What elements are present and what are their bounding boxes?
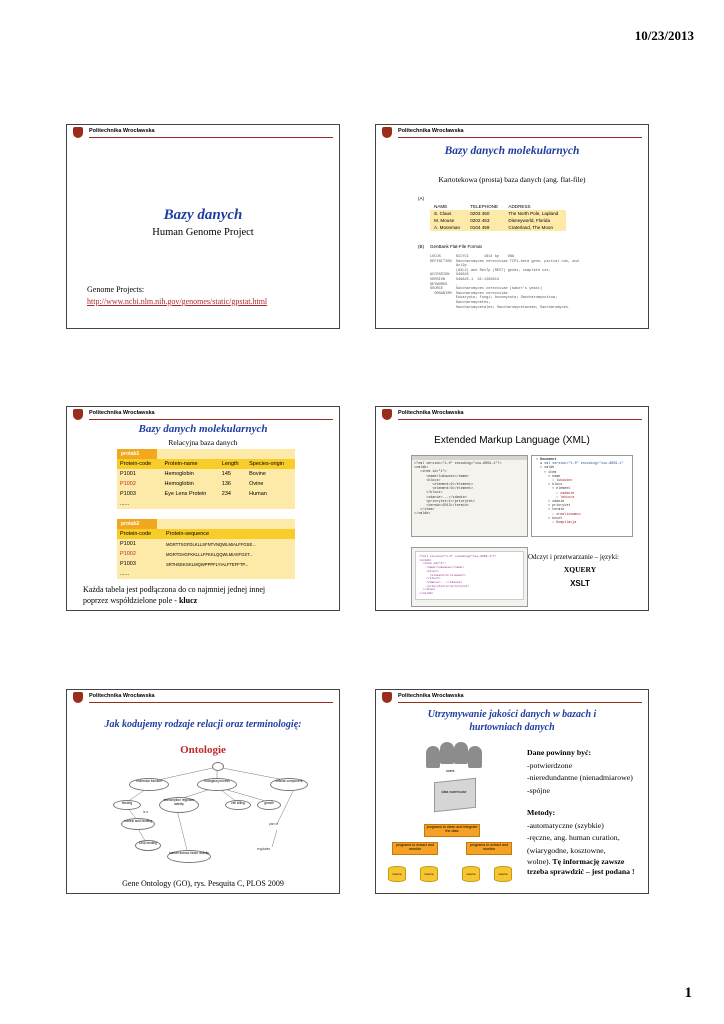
user-icon <box>468 746 482 768</box>
user-icon <box>440 742 454 764</box>
xml-line: <element>3</element> <box>414 487 474 492</box>
genbank-line: KEYWORDS . <box>430 282 459 287</box>
slide-title: Jak kodujemy rodzaje relacji oraz terminologię: <box>104 719 302 730</box>
table-cell: ...... <box>117 499 161 509</box>
table-row <box>117 489 295 499</box>
user-icon <box>454 742 468 764</box>
table-cell: Ovine <box>246 479 295 489</box>
xml-line: <termin>2013</termin> <box>414 504 469 509</box>
tree-item: ● xml version="1.0" encoding="iso-8859-1" <box>540 462 624 467</box>
warehouse-box <box>434 778 476 812</box>
table-row <box>117 539 295 549</box>
tree-item: ▾ name <box>548 474 561 479</box>
tree-item: ▾ Document <box>536 458 557 462</box>
extract-monitor-box: programs to extract and monitor <box>392 842 438 855</box>
user-icon <box>426 746 440 768</box>
tree-item: ○ zadanie <box>556 491 575 496</box>
tree-item: ▾ element <box>552 487 571 492</box>
users-label: users <box>446 769 455 773</box>
header-rule <box>398 137 642 138</box>
xml-line: <priorytet>1</priorytet> <box>414 499 476 504</box>
table-cell: Disneyworld, Florida <box>504 217 566 224</box>
title-line: Utrzymywanie jakości danych w bazach i <box>427 709 597 720</box>
warehouse-label: data warehouse <box>441 790 467 794</box>
table-label: protab2 <box>117 519 157 529</box>
slide-title: Bazy danych molekularnych <box>444 145 580 157</box>
slide-header <box>376 407 648 423</box>
column-header: Protein-code <box>117 459 161 469</box>
protab1-table <box>117 459 295 509</box>
ontology-node: nucleic acid binding <box>121 818 155 830</box>
xml-line: <element>2</element> <box>419 573 466 577</box>
xml-line: <?xml version="1.0" encoding="iso-8859-1"?> <box>419 555 497 558</box>
method-item: -automatyczne (szybkie) <box>527 820 604 830</box>
source-database-icon: source <box>494 866 512 882</box>
table-cell: 0203 450 <box>466 210 504 217</box>
university-label: Politechnika Wrocławska <box>398 410 464 416</box>
table-cell: Hemoglobin <box>161 469 218 479</box>
table-row <box>117 569 295 579</box>
requirement-item: -spójne <box>527 785 550 795</box>
table-cell: 145 <box>219 469 246 479</box>
column-header: ADDRESS <box>504 203 566 210</box>
methods-heading: Metody: <box>527 808 556 817</box>
table-header-row <box>117 529 295 539</box>
xml-line: <?xml version="1.0" encoding="iso-8859-1"?> <box>414 462 502 466</box>
table-row <box>430 210 566 217</box>
genbank-line: Eukaryota; Fungi; Ascomycota; Saccharomycotina; <box>430 296 558 301</box>
genome-projects-label: Genome Projects: <box>87 285 145 294</box>
extract-monitor-box: programs to extract and monitor <box>466 842 512 855</box>
table-cell: P1002 <box>117 549 163 559</box>
ontology-node: human tumour factor activity <box>167 850 211 863</box>
footer-line: poprzez współdzielone pole - klucz <box>83 596 198 605</box>
ontology-node: binding <box>113 800 141 810</box>
table-label: protab1 <box>117 449 157 459</box>
genbank-title: GenBank Flat-File Format <box>430 244 482 249</box>
table-cell: Eye Lens Protein <box>161 489 218 499</box>
university-logo-icon <box>73 127 83 138</box>
slide-subtitle: Relacyjna baza danych <box>168 438 238 447</box>
ontology-node: molecular function <box>129 778 169 791</box>
table-cell: 0202 453 <box>466 217 504 224</box>
table-cell: P1002 <box>117 479 161 489</box>
slide-5 <box>66 689 340 894</box>
university-logo-icon <box>382 692 392 703</box>
ontology-node: transcription regulator activity <box>159 797 199 813</box>
xml-line: </xmldb> <box>414 512 431 517</box>
column-header: NAME <box>430 203 466 210</box>
table-row <box>430 224 566 231</box>
table-cell: S. Claus <box>430 210 466 217</box>
table-cell <box>246 499 295 509</box>
column-header: Protein-code <box>117 529 163 539</box>
university-label: Politechnika Wrocławska <box>398 128 464 134</box>
source-database-icon: source <box>388 866 406 882</box>
slide-title: Bazy danych molekularnych <box>138 423 268 435</box>
slide-subtitle: Human Genome Project <box>152 227 254 238</box>
figure-caption: Gene Ontology (GO), rys. Pesquita C, PLOS 2009 <box>122 879 284 888</box>
table-cell: Hemoglobin <box>161 479 218 489</box>
genbank-line: DEFINITION Saccharomyces cerevisiae TCP1-beta gene, partial cds, and <box>430 259 579 264</box>
title-line: hurtowniach danych <box>469 722 555 733</box>
table-cell: Bovine <box>246 469 295 479</box>
xml-line: <priorytet>1</priorytet> <box>419 584 470 588</box>
tree-item: ○ zrealizowano <box>552 512 581 517</box>
tree-item: ▾ item <box>544 470 557 475</box>
slide-1 <box>66 124 340 329</box>
ontology-node: DNA binding <box>135 840 161 851</box>
processing-languages-label: Odczyt i przetwarzanie – języki: <box>528 553 619 561</box>
university-label: Politechnika Wrocławska <box>398 693 464 699</box>
flat-file-table <box>430 203 566 231</box>
source-database-icon: source <box>462 866 480 882</box>
header-rule <box>89 137 333 138</box>
ontology-node: cellular component <box>270 778 308 791</box>
relation-label: regulates <box>257 847 271 851</box>
requirements-heading: Dane powinny być: <box>527 748 592 757</box>
tree-item: ▾ zdanie <box>548 500 565 505</box>
slide-header <box>67 125 339 141</box>
slide-subtitle: Kartotekowa (prosta) baza danych (ang. flat-file) <box>438 175 586 184</box>
xml-line: </xmldb> <box>419 592 434 596</box>
table-row <box>117 559 295 569</box>
table-cell: P1001 <box>117 539 163 549</box>
table-cell: MGRTTSGFDLKLLSFNTVNQWLMIALFFGSE... <box>163 539 295 549</box>
table-cell: Human <box>246 489 295 499</box>
print-date: 10/23/2013 <box>634 28 694 43</box>
slide-title <box>376 708 648 734</box>
xml-line: <element>2</element> <box>414 483 474 488</box>
university-logo-icon <box>73 409 83 420</box>
table-cell: 136 <box>219 479 246 489</box>
source-database-icon: source <box>420 866 438 882</box>
table-cell: P1003 <box>117 559 163 569</box>
xml-line: <name>lukowiec</name> <box>419 566 465 570</box>
table-cell: 234 <box>219 489 246 499</box>
header-rule <box>398 419 642 420</box>
slide-header <box>67 407 339 423</box>
clean-integrate-box: programs to clean and integrate the data <box>424 824 480 837</box>
genbank-line: VERSION U49845.1 GI:1293613 <box>430 277 500 282</box>
slide-2 <box>375 124 649 329</box>
slide-header <box>376 125 648 141</box>
ontology-node: biological process <box>197 778 237 791</box>
method-item: wolne). Tę informację zawsze trzeba sprawdzić – jest podana ! <box>527 857 635 876</box>
xml-source-screenshot <box>411 455 528 537</box>
genbank-line: ORGANISM Saccharomyces cerevisiae <box>430 291 508 296</box>
label-b: (B) <box>418 244 424 249</box>
xml-line: <klucz> <box>419 569 439 573</box>
genbank-line: SOURCE Saccharomyces cerevisiae (baker's yeast) <box>430 287 543 292</box>
ontology-root-node <box>212 762 224 771</box>
table-cell: MGRTGHGFKKLLLFFKKLQQWLMIAIIFGST... <box>163 549 295 559</box>
table-row <box>117 499 295 509</box>
genome-projects-link[interactable]: http://www.ncbi.nlm.nih.gov/genomes/static/gpstat.html <box>87 297 268 306</box>
header-rule <box>89 702 333 703</box>
university-label: Politechnika Wrocławska <box>89 410 155 416</box>
column-header: Length <box>219 459 246 469</box>
ontology-graph <box>107 762 307 862</box>
genbank-record <box>430 255 579 310</box>
column-header: Species-origin <box>246 459 295 469</box>
xml-line: <item id="1"> <box>419 562 447 566</box>
label-a: (A) <box>418 196 424 201</box>
table-cell: P1001 <box>117 469 161 479</box>
slide-subtitle: Ontologie <box>180 744 226 756</box>
tree-item: ○ lukowiec <box>552 479 573 484</box>
tree-item: ○ lektura <box>556 495 575 500</box>
tree-item: ▾ priorytet <box>548 504 571 509</box>
xml-line: <zdanie>...</zdanie> <box>414 495 467 500</box>
relation-label: is a <box>143 810 148 814</box>
xml-tree-screenshot <box>531 455 633 537</box>
warning-text: Tę informację zawsze trzeba sprawdzić – jest podana ! <box>527 857 635 876</box>
protab2-table <box>117 529 295 579</box>
xml-editor-screenshot <box>411 547 528 607</box>
genbank-line: LOCUS SCCYC1 1614 bp DNA <box>430 255 515 259</box>
protab2 <box>117 519 295 579</box>
language-xslt: XSLT <box>570 579 590 588</box>
table-row <box>430 217 566 224</box>
slide-6 <box>375 689 649 894</box>
table-cell <box>163 569 295 579</box>
requirement-item: -potwierdzone <box>527 760 573 770</box>
table-cell: ...... <box>117 569 163 579</box>
slide-footer <box>83 584 265 606</box>
column-header: Protein-name <box>161 459 218 469</box>
warehouse-diagram <box>380 742 522 892</box>
genbank-line: (AXL2) and Rev7p (REV7) genes, complete cds. <box>430 268 551 273</box>
requirement-item: -nieredundantne (nienadmiarowe) <box>527 773 633 782</box>
table-row <box>117 479 295 489</box>
header-rule <box>89 419 333 420</box>
language-xquery: XQUERY <box>563 565 597 574</box>
xml-line: </klucz> <box>419 577 441 581</box>
page-number: 1 <box>684 985 692 1001</box>
slide-header <box>376 690 648 706</box>
xml-line: <xmldb> <box>414 466 429 471</box>
genbank-line: Axl2p <box>430 264 467 269</box>
xml-line: <name>lukowiec</name> <box>414 474 469 479</box>
quality-requirements <box>527 747 647 877</box>
slide-header <box>67 690 339 706</box>
genbank-line: ACCESSION U49845 <box>430 273 469 278</box>
slide-4 <box>375 406 649 611</box>
header-rule <box>398 702 642 703</box>
xml-line: <xmldb> <box>419 558 432 562</box>
tree-item: ▾ termin <box>548 508 565 513</box>
column-header: Protein-sequence <box>163 529 295 539</box>
ontology-node: cell killing <box>225 800 251 810</box>
xml-line: <klucz> <box>414 478 441 483</box>
column-header: TELEPHONE <box>466 203 504 210</box>
table-cell: M. Mouse <box>430 217 466 224</box>
key-term: klucz <box>178 596 198 605</box>
table-row <box>117 469 295 479</box>
university-logo-icon <box>382 127 392 138</box>
tree-item: ○ Kompilacja <box>552 521 577 526</box>
slide-title: Extended Markup Language (XML) <box>434 435 590 446</box>
university-logo-icon <box>73 692 83 703</box>
xml-line: <item id="1"> <box>414 470 447 475</box>
university-logo-icon <box>382 409 392 420</box>
xml-line: <zdanie>...</zdanie> <box>419 580 463 584</box>
method-item: (wiarygodne, kosztowne, <box>527 845 606 855</box>
university-label: Politechnika Wrocławska <box>89 128 155 134</box>
table-header-row <box>117 459 295 469</box>
relation-label: part of <box>269 822 279 826</box>
university-label: Politechnika Wrocławska <box>89 693 155 699</box>
xml-line: </klucz> <box>414 491 443 496</box>
table-cell: Craterland, The Moon <box>504 224 566 231</box>
xml-line: </item> <box>414 508 435 513</box>
slide-title: Bazy danych <box>163 207 243 223</box>
table-row <box>117 549 295 559</box>
tree-item: ▾ xmldb <box>540 466 555 471</box>
tree-item: ▾ klucz <box>548 483 563 488</box>
footer-line: Każda tabela jest podłączona do co najmniej jednej innej <box>83 585 266 594</box>
genbank-line: Saccharomycetes; <box>430 300 491 305</box>
table-cell: SRTHEEKGKLMQWPPPFLYIALFTEFFTP... <box>163 559 295 569</box>
genbank-line: Saccharomycetales; Saccharomycetaceae; Saccharomyces. <box>430 305 571 310</box>
table-cell <box>161 499 218 509</box>
table-cell: The North Pole, Lapland <box>504 210 566 217</box>
protab1 <box>117 449 295 509</box>
ontology-node: growth <box>257 800 281 810</box>
table-cell: A. Moonman <box>430 224 466 231</box>
table-cell: P1003 <box>117 489 161 499</box>
method-item: -ręczne, ang. human curation, <box>527 833 620 842</box>
slide-3 <box>66 406 340 611</box>
tree-item: ▾ koszt <box>548 516 563 521</box>
table-cell: 0104 459 <box>466 224 504 231</box>
table-cell <box>219 499 246 509</box>
xml-line: </item> <box>419 588 436 592</box>
